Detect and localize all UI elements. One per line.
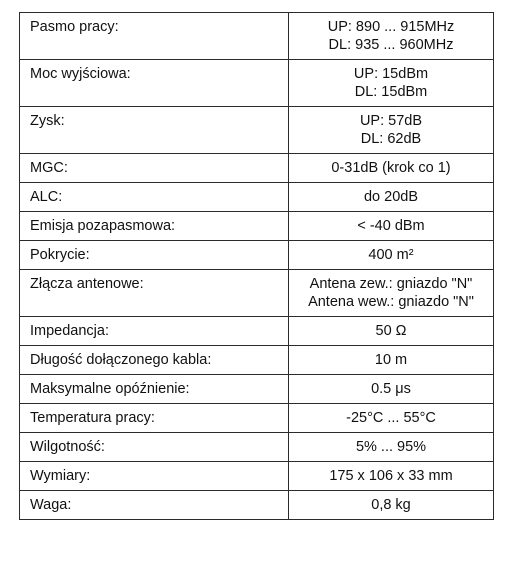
row-value-impedancja — [289, 317, 494, 346]
table-row — [20, 212, 494, 241]
row-value-wilgotnosc — [289, 433, 494, 462]
value-line: DL: 15dBm — [354, 84, 428, 100]
table-row — [20, 433, 494, 462]
value-line: DL: 935 ... 960MHz — [328, 37, 454, 53]
table-row — [20, 491, 494, 520]
row-value-pokrycie — [289, 241, 494, 270]
value-line: -25°C ... 55°C — [346, 410, 436, 426]
row-value-zlacza-antenowe — [289, 270, 494, 317]
row-label-impedancja: Impedancja: — [20, 317, 289, 346]
row-value-dlugosc-kabla — [289, 346, 494, 375]
table-row — [20, 270, 494, 317]
value-line: UP: 57dB — [359, 113, 423, 129]
row-value-alc — [289, 183, 494, 212]
row-value-emisja-pozapasmowa — [289, 212, 494, 241]
row-label-emisja-pozapasmowa: Emisja pozapasmowa: — [20, 212, 289, 241]
value-line: 50 Ω — [375, 323, 407, 339]
value-line: 175 x 106 x 33 mm — [329, 468, 453, 484]
table-row — [20, 462, 494, 491]
value-line: 0.5 μs — [371, 381, 411, 397]
row-label-mgc: MGC: — [20, 154, 289, 183]
row-label-wymiary: Wymiary: — [20, 462, 289, 491]
value-line: 0,8 kg — [371, 497, 411, 513]
row-label-temperatura-pracy: Temperatura pracy: — [20, 404, 289, 433]
row-value-pasmo-pracy — [289, 13, 494, 60]
row-value-maksymalne-opoznienie — [289, 375, 494, 404]
row-label-zlacza-antenowe: Złącza antenowe: — [20, 270, 289, 317]
row-label-moc-wyjsciowa: Moc wyjściowa: — [20, 60, 289, 107]
row-label-zysk: Zysk: — [20, 107, 289, 154]
table-row — [20, 107, 494, 154]
value-line: UP: 890 ... 915MHz — [327, 19, 455, 35]
value-line: UP: 15dBm — [353, 66, 429, 82]
value-line: 400 m² — [368, 247, 414, 263]
value-line: 0-31dB (krok co 1) — [331, 160, 451, 176]
value-line: 10 m — [374, 352, 408, 368]
row-label-alc: ALC: — [20, 183, 289, 212]
value-line: 5% ... 95% — [355, 439, 427, 455]
row-label-pasmo-pracy: Pasmo pracy: — [20, 13, 289, 60]
table-row — [20, 346, 494, 375]
table-row — [20, 13, 494, 60]
value-line: < -40 dBm — [357, 218, 425, 234]
row-label-dlugosc-kabla: Długość dołączonego kabla: — [20, 346, 289, 375]
row-value-zysk — [289, 107, 494, 154]
row-label-maksymalne-opoznienie: Maksymalne opóźnienie: — [20, 375, 289, 404]
table-row — [20, 154, 494, 183]
table-row — [20, 317, 494, 346]
spec-table — [19, 12, 494, 520]
table-row — [20, 183, 494, 212]
value-line: Antena wew.: gniazdo "N" — [308, 294, 474, 310]
row-value-mgc — [289, 154, 494, 183]
row-label-pokrycie: Pokrycie: — [20, 241, 289, 270]
row-label-waga: Waga: — [20, 491, 289, 520]
row-value-wymiary — [289, 462, 494, 491]
table-row — [20, 241, 494, 270]
table-row — [20, 404, 494, 433]
row-value-moc-wyjsciowa — [289, 60, 494, 107]
value-line: DL: 62dB — [360, 131, 422, 147]
value-line: Antena zew.: gniazdo "N" — [309, 276, 473, 292]
row-value-temperatura-pracy — [289, 404, 494, 433]
value-line: do 20dB — [363, 189, 419, 205]
row-label-wilgotnosc: Wilgotność: — [20, 433, 289, 462]
table-row — [20, 375, 494, 404]
row-value-waga — [289, 491, 494, 520]
table-row — [20, 60, 494, 107]
